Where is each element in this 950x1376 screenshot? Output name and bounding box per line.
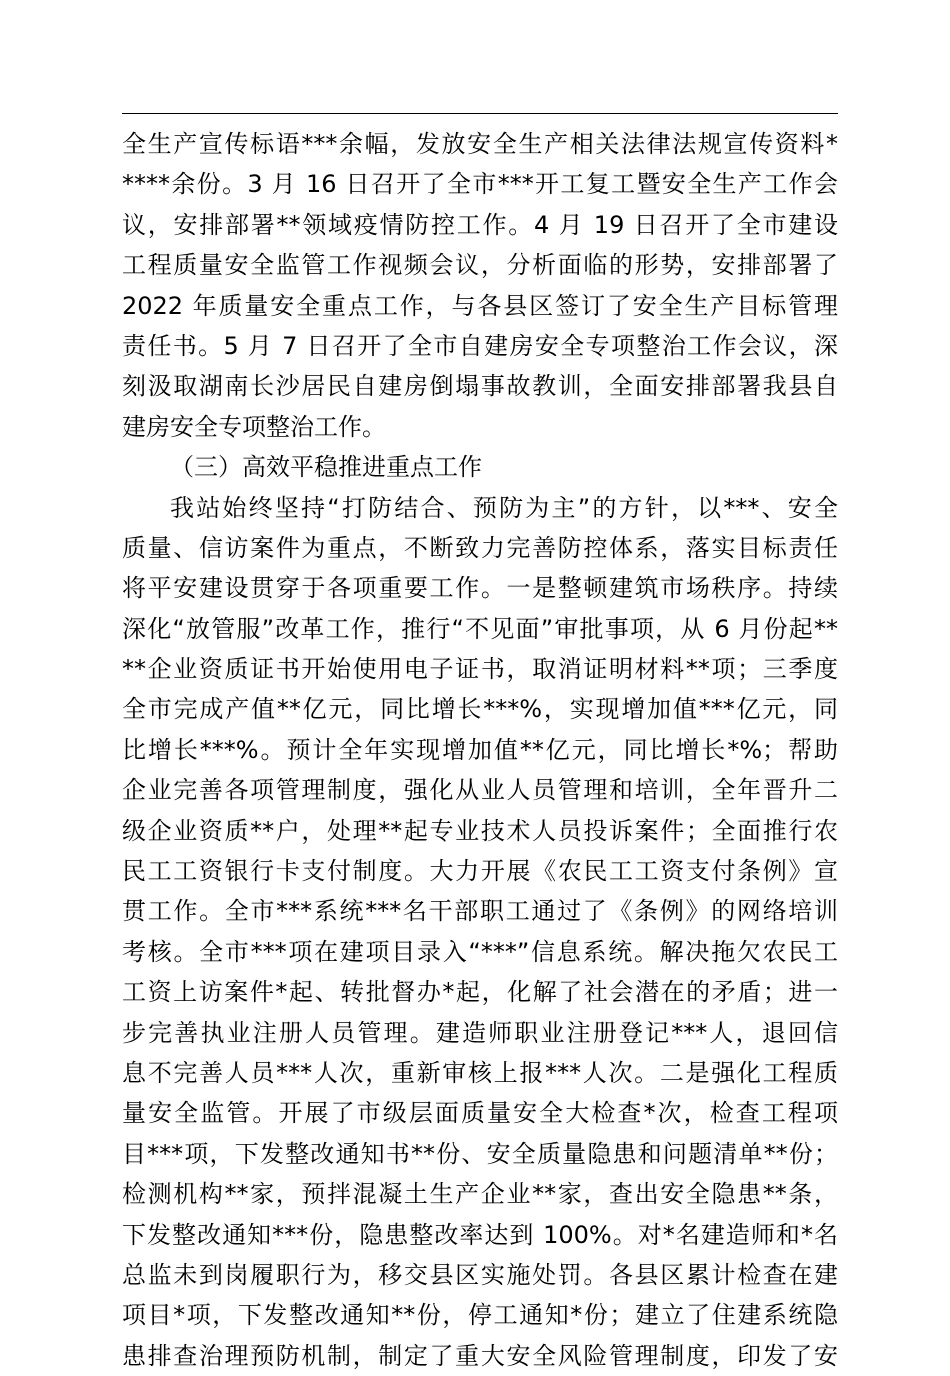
section-heading: （三）高效平稳推进重点工作 <box>170 453 482 482</box>
text-line: 患排查治理预防机制，制定了重大安全风险管理制度，印发了安 <box>122 1341 838 1370</box>
text-line: 下发整改通知***份，隐患整改率达到 100%。对*名建造师和*名 <box>122 1220 838 1249</box>
text-line: 贯工作。全市***系统***名干部职工通过了《条例》的网络培训 <box>122 897 838 926</box>
text-line: **企业资质证书开始使用电子证书，取消证明材料**项；三季度 <box>122 655 838 684</box>
text-line: 将平安建设贯穿于各项重要工作。一是整顿建筑市场秩序。持续 <box>122 574 838 603</box>
text-line: 考核。全市***项在建项目录入“***”信息系统。解决拖欠农民工 <box>122 937 838 966</box>
text-line: 责任书。5 月 7 日召开了全市自建房安全专项整治工作会议，深 <box>122 331 838 360</box>
text-line: 议，安排部署**领域疫情防控工作。4 月 19 日召开了全市建设 <box>122 210 838 239</box>
text-line: 刻汲取湖南长沙居民自建房倒塌事故教训，全面安排部署我县自 <box>122 372 838 401</box>
text-line: 全市完成产值**亿元，同比增长***%，实现增加值***亿元，同 <box>122 695 838 724</box>
text-line: 民工工资银行卡支付制度。大力开展《农民工工资支付条例》宣 <box>122 857 838 886</box>
text-line: 建房安全专项整治工作。 <box>122 412 386 441</box>
text-line: 工程质量安全监管工作视频会议，分析面临的形势，安排部署了 <box>122 251 838 280</box>
text-line: 企业完善各项管理制度，强化从业人员管理和培训，全年晋升二 <box>122 776 838 805</box>
text-line: 2022 年质量安全重点工作，与各县区签订了安全生产目标管理 <box>122 291 838 320</box>
text-line: 级企业资质**户，处理**起专业技术人员投诉案件；全面推行农 <box>122 816 838 845</box>
text-line: ****余份。3 月 16 日召开了全市***开工复工暨安全生产工作会 <box>122 170 838 199</box>
header-rule <box>122 113 838 114</box>
text-line: 比增长***%。预计全年实现增加值**亿元，同比增长*%；帮助 <box>122 735 838 764</box>
text-line: 量安全监管。开展了市级层面质量安全大检查*次，检查工程项 <box>122 1099 838 1128</box>
text-line: 项目*项，下发整改通知**份，停工通知*份；建立了住建系统隐 <box>122 1301 838 1330</box>
text-line: 息不完善人员***人次，重新审核上报***人次。二是强化工程质 <box>122 1058 838 1087</box>
text-line: 工资上访案件*起、转批督办*起，化解了社会潜在的矛盾；进一 <box>122 978 838 1007</box>
text-line: 总监未到岗履职行为，移交县区实施处罚。各县区累计检查在建 <box>122 1260 838 1289</box>
text-line: 目***项，下发整改通知书**份、安全质量隐患和问题清单**份； <box>122 1139 838 1168</box>
text-line: 检测机构**家，预拌混凝土生产企业**家，查出安全隐患**条， <box>122 1180 838 1209</box>
document-body <box>122 124 838 1376</box>
paragraph-main <box>122 488 838 1376</box>
text-line: 深化“放管服”改革工作，推行“不见面”审批事项，从 6 月份起** <box>122 614 838 643</box>
text-line: 全生产宣传标语***余幅，发放安全生产相关法律法规宣传资料* <box>122 130 838 158</box>
text-line: 我站始终坚持“打防结合、预防为主”的方针，以***、安全 <box>170 493 838 522</box>
text-line: 质量、信访案件为重点，不断致力完善防控体系，落实目标责任 <box>122 533 838 562</box>
paragraph-continued <box>122 124 838 447</box>
text-line: 步完善执业注册人员管理。建造师职业注册登记***人，退回信 <box>122 1018 838 1047</box>
